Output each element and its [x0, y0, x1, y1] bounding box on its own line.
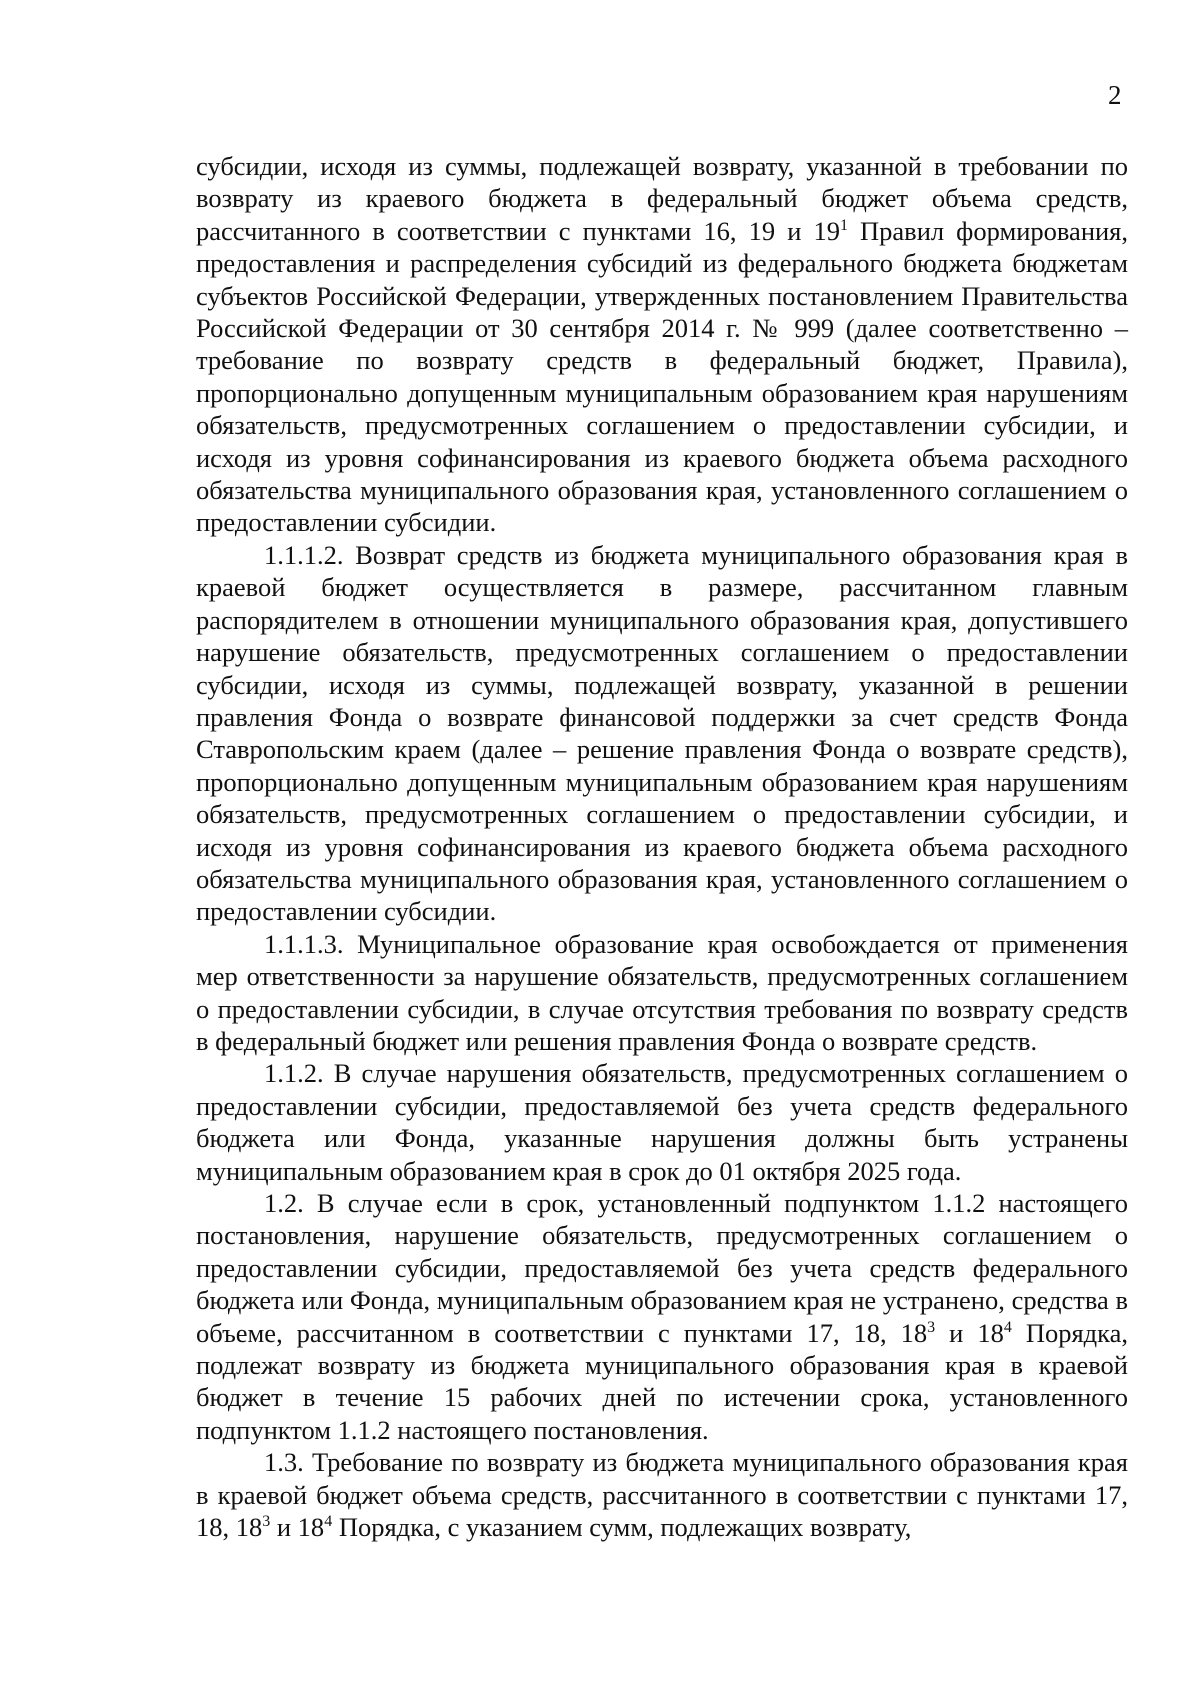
- paragraph: [196, 1057, 1128, 1187]
- paragraph: [196, 1187, 1128, 1446]
- page-number: 2: [1108, 80, 1122, 110]
- paragraph-text: и 18: [270, 1512, 325, 1543]
- paragraph-text: и 18: [935, 1317, 1004, 1348]
- paragraph-text: 1.1.2. В случае нарушения обязательств, предусмотренных соглашением о предоставлении субсидии, предоставляемой без учета средств федерального бюджета или Фонда, указанные нарушения должны быть устранены муниципальным образованием края в срок до 01 октября 2025 года.: [196, 1058, 1128, 1186]
- superscript: 3: [927, 1318, 936, 1336]
- paragraph-text: 1.1.1.3. Муниципальное образование края освобождается от применения мер ответственности за нарушение обязательств, предусмотренных соглашением о предоставлении субсидии, в случае отсутствия требования по возврату средств в федеральный бюджет или решения правления Фонда о возврате средств.: [196, 928, 1128, 1056]
- paragraph-text: 1.1.1.2. Возврат средств из бюджета муниципального образования края в краевой бюджет осуществляется в размере, рассчитанном главным распорядителем в отношении муниципального образования края, допустившего нарушение обязательств, предусмотренных соглашением о предоставлении субсидии, исходя из суммы, подлежащей возврату, указанной в решении правления Фонда о возврате финансовой поддержки за счет средств Фонда Ставропольским краем (далее – решение правления Фонда о возврате средств), пропорционально допущенным муниципальным образованием края нарушениям обязательств, предусмотренных соглашением о предоставлении субсидии, и исходя из уровня софинансирования из краевого бюджета объема расходного обязательства муниципального образования края, установленного соглашением о предоставлении субсидии.: [196, 539, 1128, 927]
- paragraph-text: 1.2. В случае если в срок, установленный подпунктом 1.1.2 настоящего постановления, нарушение обязательств, предусмотренных соглашением о предоставлении субсидии, предоставляемой без учета средств федерального бюджета или Фонда, муниципальным образованием края не устранено, средства в объеме, рассчитанном в соответствии с пунктами 17, 18, 18: [196, 1188, 1128, 1348]
- paragraph-text: 1.3. Требование по возврату из бюджета муниципального образования края в краевой бюджет объема средств, рассчитанного в соответствии с пунктами 17, 18, 18: [196, 1447, 1128, 1543]
- paragraph: [196, 150, 1128, 539]
- paragraph-text: Порядка, подлежат возврату из бюджета муниципального образования края в краевой бюджет в течение 15 рабочих дней по истечении срока, установленного подпунктом 1.1.2 настоящего постановления.: [196, 1317, 1128, 1445]
- superscript: 4: [324, 1513, 333, 1531]
- superscript: 1: [839, 216, 848, 234]
- paragraph-text: Порядка, с указанием сумм, подлежащих возврату,: [332, 1512, 912, 1543]
- paragraph-text: субсидии, исходя из суммы, подлежащей возврату, указанной в требовании по возврату из краевого бюджета в федеральный бюджет объема средств, рассчитанного в соответствии с пунктами 16, 19 и 19: [196, 151, 1128, 246]
- paragraph: [196, 539, 1128, 928]
- paragraph-text: Правил формирования, предоставления и распределения субсидий из федерального бюджета бюджетам субъектов Российской Федерации, утвержденных постановлением Правительства Российской Федерации от 30 сентября 2014 г. № 999 (далее соответственно – требование по возврату средств в федеральный бюджет, Правила), пропорционально допущенным муниципальным образованием края нарушениям обязательств, предусмотренных соглашением о предоставлении субсидии, и исходя из уровня софинансирования из краевого бюджета объема расходного обязательства муниципального образования края, установленного соглашением о предоставлении субсидии.: [196, 215, 1128, 538]
- superscript: 4: [1003, 1318, 1012, 1336]
- paragraph: [196, 1446, 1128, 1543]
- superscript: 3: [262, 1513, 271, 1531]
- paragraph: [196, 928, 1128, 1058]
- document-body: [196, 150, 1128, 1543]
